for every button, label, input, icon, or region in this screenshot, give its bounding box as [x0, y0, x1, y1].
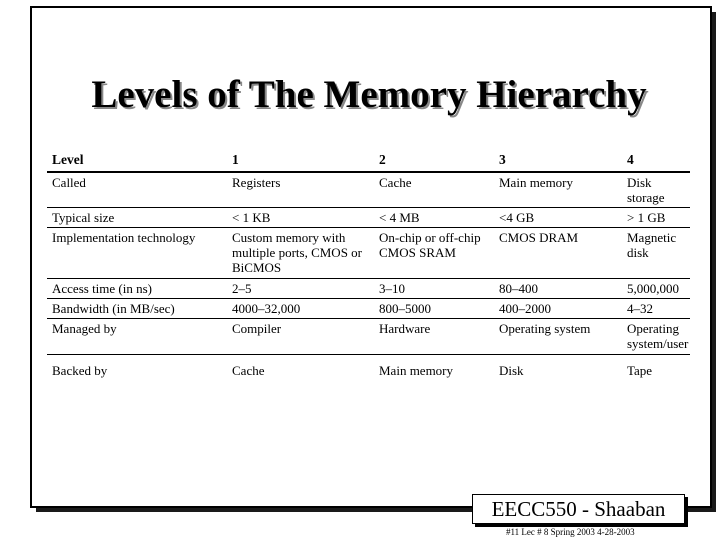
table-cell: 400–2000	[499, 301, 551, 316]
header-level: Level	[52, 152, 84, 167]
table-cell: 2–5	[232, 281, 252, 296]
table-cell: Main memory	[499, 175, 574, 190]
table-cell: > 1 GB	[627, 210, 666, 225]
header-level-2: 2	[379, 152, 386, 167]
table-cell: Custom memory with multiple ports, CMOS or BiCMOS	[232, 230, 363, 275]
footer-course-box	[472, 494, 685, 524]
table-cell: Main memory	[379, 363, 454, 378]
table-cell: <4 GB	[499, 210, 535, 225]
table-cell: 800–5000	[379, 301, 431, 316]
table-cell: Cache	[379, 175, 412, 190]
table-cell: Compiler	[232, 321, 282, 336]
row-label: Backed by	[52, 363, 108, 378]
footer-lecture-info: #11 Lec # 8 Spring 2003 4-28-2003	[506, 527, 635, 537]
header-level-1: 1	[232, 152, 239, 167]
row-label: Bandwidth (in MB/sec)	[52, 301, 175, 316]
table-header-row	[47, 148, 690, 172]
table-cell: Hardware	[379, 321, 431, 336]
table-cell: Disk	[499, 363, 524, 378]
table-cell: 3–10	[379, 281, 405, 296]
row-label: Implementation technology	[52, 230, 196, 245]
table-cell: Magnetic disk	[627, 230, 677, 260]
row-label: Managed by	[52, 321, 117, 336]
table-cell: Operating system/user	[627, 321, 689, 351]
table-cell: Operating system	[499, 321, 591, 336]
table-cell: Registers	[232, 175, 281, 190]
table-row-implementation	[47, 228, 690, 279]
footer-course: EECC550 - Shaaban	[491, 497, 666, 521]
table-cell: 4–32	[627, 301, 653, 316]
table-cell: 4000–32,000	[232, 301, 301, 316]
table-row-access-time	[47, 279, 690, 299]
header-level-3: 3	[499, 152, 506, 167]
table-cell: < 4 MB	[379, 210, 420, 225]
header-level-4: 4	[627, 152, 634, 167]
row-label: Called	[52, 175, 86, 190]
slide-title: Levels of The Memory Hierarchy	[91, 73, 647, 116]
table-row-backed-by	[47, 355, 690, 381]
row-label: Typical size	[52, 210, 115, 225]
table-cell: Tape	[627, 363, 653, 378]
table-row-managed-by	[47, 319, 690, 355]
table-cell: CMOS DRAM	[499, 230, 579, 245]
table-row-called	[47, 172, 690, 208]
table-cell: 5,000,000	[627, 281, 679, 296]
table-cell: 80–400	[499, 281, 538, 296]
memory-hierarchy-table	[47, 148, 690, 380]
table-cell: On-chip or off-chip CMOS SRAM	[379, 230, 481, 260]
table-cell: < 1 KB	[232, 210, 271, 225]
table-row-typical-size	[47, 208, 690, 228]
table-row-bandwidth	[47, 299, 690, 319]
table-cell: Disk storage	[627, 175, 665, 205]
row-label: Access time (in ns)	[52, 281, 153, 296]
table-cell: Cache	[232, 363, 265, 378]
